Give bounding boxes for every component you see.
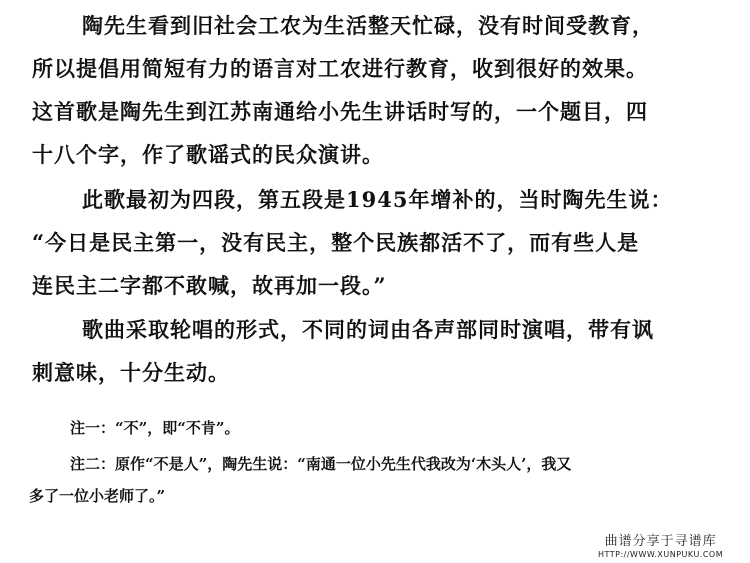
site-watermark — [598, 530, 723, 559]
paragraph-3 — [32, 308, 724, 394]
watermark-url: HTTP://WWW.XUNPUKU.COM — [598, 550, 724, 559]
paragraph-2-line-3: 连民主二字都不敢喊，故再加一段。” — [32, 273, 387, 298]
paragraph-3-line-1: 歌曲采取轮唱的形式，不同的词由各声部同时演唱，带有讽 — [82, 317, 654, 342]
paragraph-1 — [32, 4, 724, 176]
paragraph-2 — [32, 178, 724, 307]
note-2-line-1: 注二：原作“不是人”，陶先生说：“南通一位小先生代我改为‘木头人’，我又 — [70, 455, 572, 473]
paragraph-1-line-2: 所以提倡用简短有力的语言对工农进行教育，收到很好的效果。 — [32, 56, 648, 81]
paragraph-3-line-2: 刺意味，十分生动。 — [32, 360, 230, 385]
paragraph-1-line-4: 十八个字，作了歌谣式的民众演讲。 — [32, 142, 384, 167]
watermark-site-name: 曲谱分享于寻谱库 — [604, 534, 717, 549]
paragraph-2-line-1: 此歌最初为四段，第五段是1945年增补的，当时陶先生说： — [82, 187, 673, 212]
note-1: 注一：“不”，即“不肯”。 — [70, 419, 240, 437]
note-2-line-2: 多了一位小老师了。” — [29, 487, 166, 505]
paragraph-2-line-2: “今日是民主第一，没有民主，整个民族都活不了，而有些人是 — [32, 230, 640, 255]
paragraph-1-line-3: 这首歌是陶先生到江苏南通给小先生讲话时写的，一个题目，四 — [32, 99, 648, 124]
paragraph-1-line-1: 陶先生看到旧社会工农为生活整天忙碌，没有时间受教育， — [82, 13, 654, 38]
